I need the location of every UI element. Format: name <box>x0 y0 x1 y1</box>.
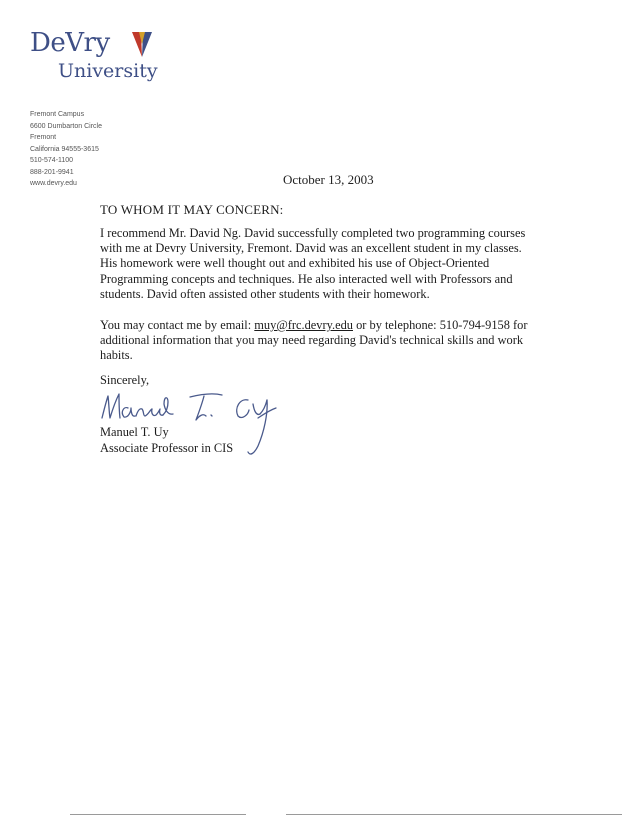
paragraph-line <box>100 318 550 333</box>
paragraph-line: habits. <box>100 348 133 363</box>
contact-text: You may contact me by email: <box>100 318 255 332</box>
campus-address <box>30 109 102 190</box>
devry-logo <box>30 28 158 86</box>
signer-title: Associate Professor in CIS <box>100 441 234 455</box>
devry-shield-icon <box>130 30 154 60</box>
paragraph-recommendation <box>100 226 550 302</box>
address-line: Fremont Campus <box>30 111 85 118</box>
logo-devry-text: DeVry <box>30 28 110 58</box>
paragraph-line: additional information that you may need regarding David's technical skills and work <box>100 333 524 348</box>
address-line: 6600 Dumbarton Circle <box>30 122 102 130</box>
paragraph-line: Programming concepts and techniques. He also interacted well with Professors and <box>100 271 513 286</box>
paragraph-line: I recommend Mr. David Ng. David successfully completed two programming courses <box>100 226 526 240</box>
paragraph-line: with me at Devry University, Fremont. David was an excellent student in my classes. <box>100 241 522 256</box>
salutation: TO WHOM IT MAY CONCERN: <box>100 202 284 217</box>
logo-university-text: University <box>58 60 158 82</box>
address-line: 888-201-9941 <box>30 168 74 176</box>
address-line: California 94555-3615 <box>30 145 99 153</box>
closing: Sincerely, <box>100 373 150 387</box>
paragraph-contact <box>100 318 550 364</box>
paragraph-line: students. David often assisted other students with their homework. <box>100 286 430 301</box>
email-link[interactable]: muy@frc.devry.edu <box>254 318 353 332</box>
address-line: 510-574-1100 <box>30 157 74 164</box>
contact-text: or by telephone: 510-794-9158 for <box>352 318 528 332</box>
address-line: www.devry.edu <box>30 180 77 187</box>
paragraph-line: His homework were well thought out and exhibited his use of Object-Oriented <box>100 256 490 271</box>
signer-name: Manuel T. Uy <box>100 425 169 439</box>
letter-date: October 13, 2003 <box>283 172 374 187</box>
scan-edge-line <box>70 814 246 815</box>
address-line: Fremont <box>30 134 57 141</box>
scan-edge-line <box>286 814 622 815</box>
